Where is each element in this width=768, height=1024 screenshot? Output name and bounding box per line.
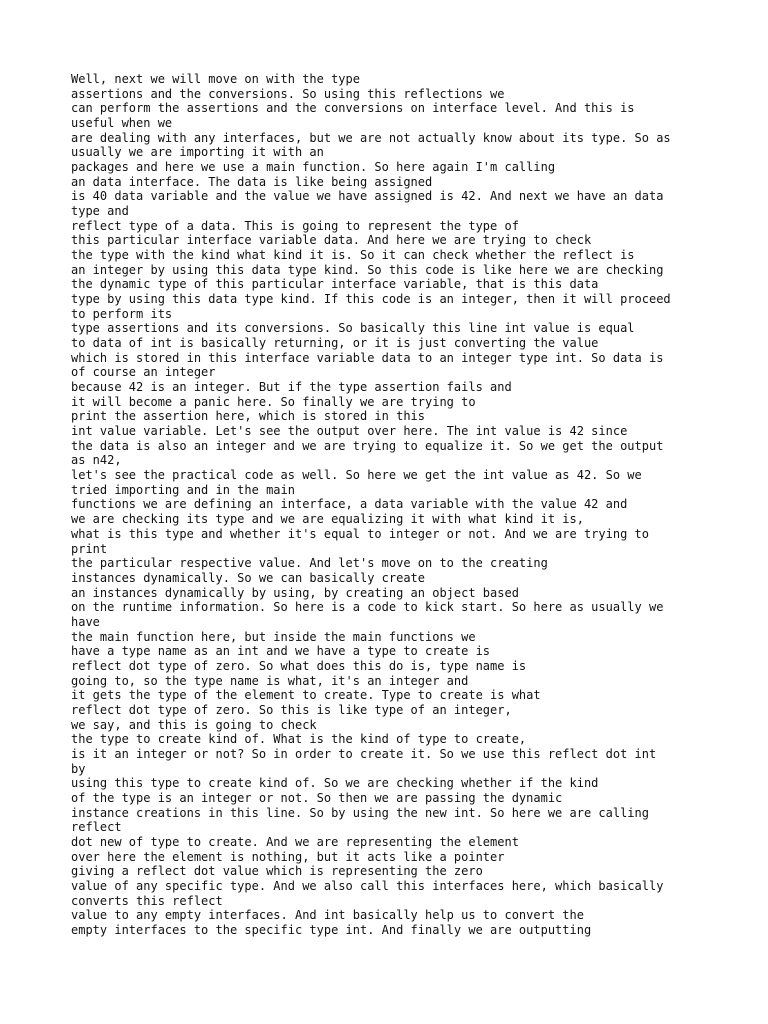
text-line: we say, and this is going to check: [71, 717, 317, 732]
text-line: it gets the type of the element to create. Type to create is what: [71, 688, 541, 703]
text-line: are dealing with any interfaces, but we are not actually know about its type. So as: [71, 130, 671, 145]
text-line: type and: [71, 204, 129, 219]
text-line: the type to create kind of. What is the kind of type to create,: [71, 732, 527, 747]
text-line: have: [71, 614, 100, 629]
text-line: tried importing and in the main: [71, 482, 295, 497]
text-line: print the assertion here, which is stored in this: [71, 409, 426, 424]
text-line: to data of int is basically returning, or it is just converting the value: [71, 336, 599, 351]
text-line: the data is also an integer and we are trying to equalize it. So we get the output: [71, 438, 664, 453]
text-line: as n42,: [71, 453, 122, 468]
text-line: to perform its: [71, 306, 173, 321]
text-line: let's see the practical code as well. So here we get the int value as 42. So we: [71, 468, 642, 483]
text-line: is 40 data variable and the value we have assigned is 42. And next we have an data: [71, 189, 664, 204]
text-line: of course an integer: [71, 365, 216, 380]
text-line: usually we are importing it with an: [71, 145, 324, 160]
text-line: an instances dynamically by using, by creating an object based: [71, 585, 519, 600]
text-line: instances dynamically. So we can basically create: [71, 570, 426, 585]
text-line: over here the element is nothing, but it acts like a pointer: [71, 849, 505, 864]
text-line: value to any empty interfaces. And int basically help us to convert the: [71, 908, 584, 923]
text-line: we are checking its type and we are equalizing it with what kind it is,: [71, 512, 584, 527]
text-line: giving a reflect dot value which is representing the zero: [71, 864, 483, 879]
document-page: [71, 72, 731, 938]
text-line: can perform the assertions and the conversions on interface level. And this is: [71, 101, 635, 116]
text-line: what is this type and whether it's equal to integer or not. And we are trying to: [71, 526, 649, 541]
text-line: by: [71, 761, 86, 776]
text-line: type assertions and its conversions. So basically this line int value is equal: [71, 321, 635, 336]
text-line: the type with the kind what kind it is. So it can check whether the reflect is: [71, 248, 635, 263]
text-line: this particular interface variable data. And here we are trying to check: [71, 233, 592, 248]
text-line: have a type name as an int and we have a type to create is: [71, 644, 491, 659]
text-line: going to, so the type name is what, it's an integer and: [71, 673, 469, 688]
text-line: it will become a panic here. So finally we are trying to: [71, 394, 476, 409]
text-line: using this type to create kind of. So we are checking whether if the kind: [71, 776, 599, 791]
text-line: useful when we: [71, 116, 173, 131]
text-line: reflect dot type of zero. So what does this do is, type name is: [71, 658, 527, 673]
text-line: instance creations in this line. So by using the new int. So here we are calling: [71, 805, 649, 820]
text-line: an data interface. The data is like being assigned: [71, 174, 433, 189]
text-line: packages and here we use a main function. So here again I'm calling: [71, 160, 556, 175]
text-line: empty interfaces to the specific type int. And finally we are outputting: [71, 922, 592, 937]
text-line: functions we are defining an interface, a data variable with the value 42 and: [71, 497, 628, 512]
text-line: is it an integer or not? So in order to create it. So we use this reflect dot int: [71, 746, 657, 761]
text-line: print: [71, 541, 108, 556]
text-line: converts this reflect: [71, 893, 223, 908]
text-line: the particular respective value. And let's move on to the creating: [71, 556, 548, 571]
text-line: reflect dot type of zero. So this is like type of an integer,: [71, 702, 512, 717]
text-line: on the runtime information. So here is a code to kick start. So here as usually we: [71, 600, 664, 615]
text-line: dot new of type to create. And we are representing the element: [71, 834, 519, 849]
text-line: assertions and the conversions. So using this reflections we: [71, 86, 505, 101]
text-line: the dynamic type of this particular interface variable, that is this data: [71, 277, 599, 292]
text-line: int value variable. Let's see the output over here. The int value is 42 since: [71, 424, 628, 439]
text-line: of the type is an integer or not. So then we are passing the dynamic: [71, 790, 563, 805]
text-line: reflect: [71, 820, 122, 835]
text-line: because 42 is an integer. But if the type assertion fails and: [71, 380, 512, 395]
text-line: value of any specific type. And we also call this interfaces here, which basically: [71, 878, 664, 893]
text-line: which is stored in this interface variable data to an integer type int. So data is: [71, 350, 664, 365]
text-line: the main function here, but inside the main functions we: [71, 629, 476, 644]
text-line: Well, next we will move on with the type: [71, 72, 360, 86]
text-line: reflect type of a data. This is going to represent the type of: [71, 218, 519, 233]
text-line: type by using this data type kind. If this code is an integer, then it will proceed: [71, 292, 671, 307]
text-line: an integer by using this data type kind. So this code is like here we are checking: [71, 262, 664, 277]
